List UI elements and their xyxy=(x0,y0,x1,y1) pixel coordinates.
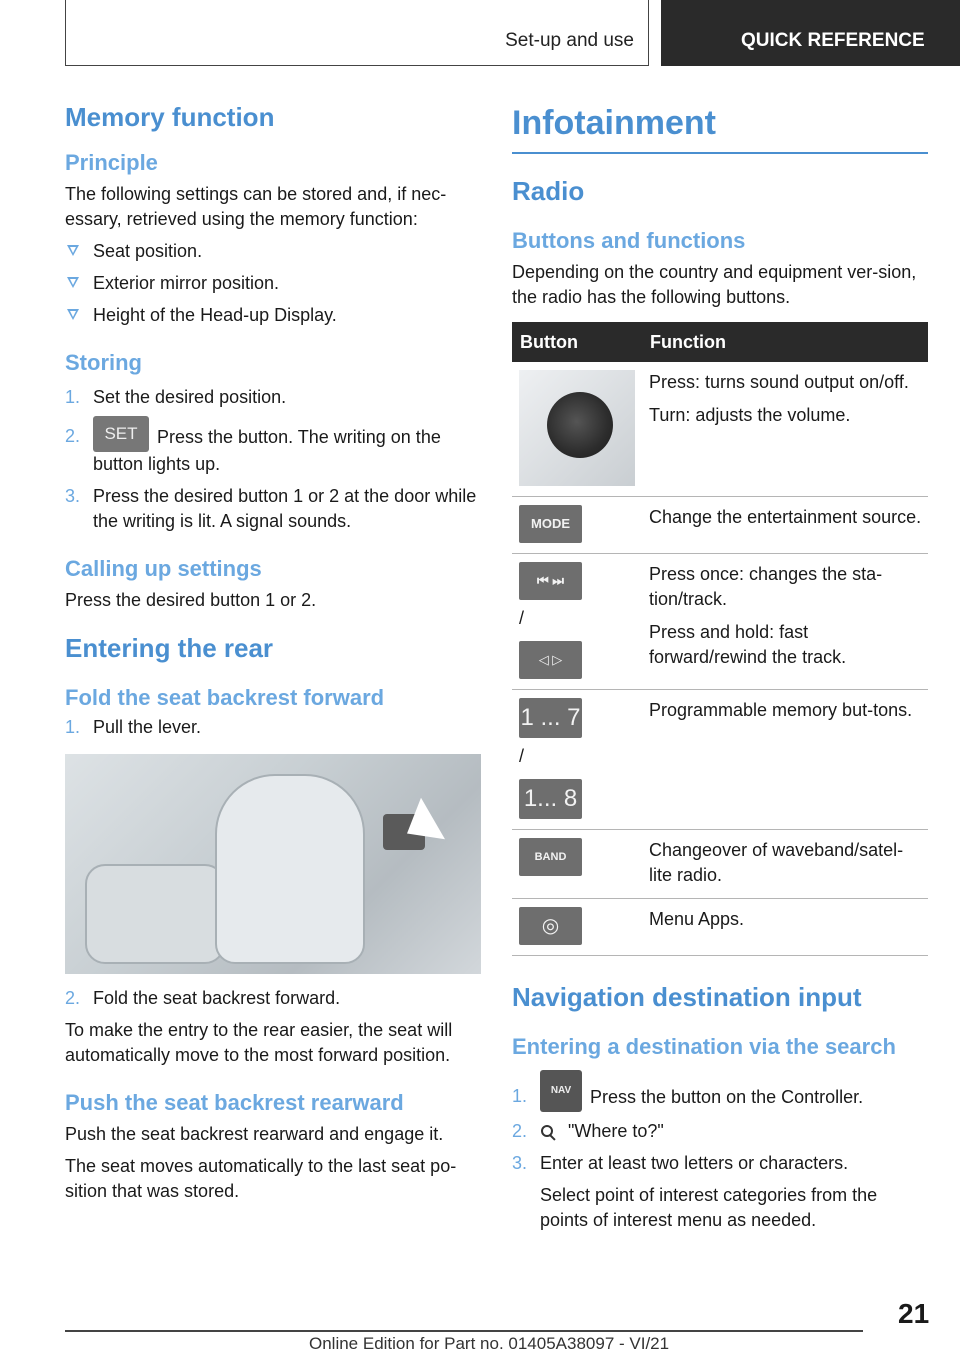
fold-backrest-heading: Fold the seat backrest forward xyxy=(65,685,385,710)
table-header-row xyxy=(512,322,928,362)
calling-up-text: Press the desired button 1 or 2. xyxy=(65,590,317,610)
volume-knob-icon xyxy=(519,370,635,486)
list-item: Exterior mirror position. xyxy=(65,271,477,296)
calling-up-settings-heading: Calling up settings xyxy=(65,556,262,581)
push-text-1: Push the seat backrest rearward and engage it. xyxy=(65,1124,444,1144)
list-item: Height of the Head-up Display. xyxy=(65,303,477,328)
seat-lever-illustration xyxy=(65,754,481,974)
push-text-2: The seat moves automatically to the last seat po-sition that was stored. xyxy=(65,1156,457,1201)
radio-heading: Radio xyxy=(512,176,585,206)
storing-step-1: 1. Set the desired position. xyxy=(65,387,287,407)
table-row: ⏮ ⏭ / ◁ ▷ Press once: changes the sta-tion/track. Press and hold: fast forward/rewind the track. xyxy=(512,554,928,690)
nav-button-icon: NAV xyxy=(540,1070,582,1112)
search-destination-heading: Entering a destination via the search xyxy=(512,1034,896,1059)
fold-step-1: 1. Pull the lever. xyxy=(65,717,202,737)
bullet-triangle-icon xyxy=(67,245,79,256)
apps-button-icon: ◎ xyxy=(519,907,582,945)
push-backrest-heading: Push the seat backrest rearward xyxy=(65,1090,404,1115)
nav-step-3: 3. Enter at least two letters or characters. Select point of interest categories from the points of interest menu as needed. xyxy=(512,1153,878,1230)
table-header-button: Button xyxy=(512,322,642,362)
storing-step-2: 2. SET Press the button. The writing on the button lights up. xyxy=(65,424,477,477)
memory-buttons-1-7-icon: 1 ... 7 xyxy=(519,698,582,738)
right-column xyxy=(512,100,928,1233)
footer-edition-text: Online Edition for Part no. 01405A38097 - VI/21 xyxy=(309,1334,670,1353)
mode-button-icon: MODE xyxy=(519,505,582,543)
memory-function-heading: Memory function xyxy=(65,102,275,132)
table-row: ◎ Menu Apps. xyxy=(512,899,928,956)
page-number: 21 xyxy=(898,1298,930,1329)
nav-step-1: 1. NAV Press the button on the Controller. xyxy=(512,1084,928,1112)
nav-step-2: 2. "Where to?" xyxy=(512,1121,664,1141)
table-row: MODE Change the entertainment source. xyxy=(512,497,928,554)
skip-track-buttons-icon: ⏮ ⏭ xyxy=(519,562,582,600)
search-icon xyxy=(540,1124,560,1140)
header-section-title: Set-up and use xyxy=(505,30,634,51)
bullet-triangle-icon xyxy=(67,309,79,320)
memory-buttons-1-8-icon: 1... 8 xyxy=(519,779,582,819)
header-box xyxy=(65,0,649,66)
arrow-buttons-icon: ◁ ▷ xyxy=(519,641,582,679)
left-column xyxy=(65,100,477,1204)
buttons-functions-heading: Buttons and functions xyxy=(512,228,746,253)
table-row: 1 ... 7 / 1... 8 Programmable memory but-tons. xyxy=(512,690,928,830)
table-header-function: Function xyxy=(642,322,928,362)
table-row: Press: turns sound output on/off. Turn: adjusts the volume. xyxy=(512,362,928,497)
storing-step-3: 3. Press the desired button 1 or 2 at the door while the writing is lit. A signal sounds. xyxy=(65,486,477,531)
infotainment-heading: Infotainment xyxy=(512,100,928,154)
principle-text: The following settings can be stored and, if nec-essary, retrieved using the memory function: xyxy=(65,184,447,229)
buttons-text: Depending on the country and equipment ver-sion, the radio has the following buttons. xyxy=(512,262,917,307)
band-button-icon: BAND xyxy=(519,838,582,876)
entering-rear-heading: Entering the rear xyxy=(65,633,274,663)
navigation-destination-heading: Navigation destination input xyxy=(512,982,862,1012)
footer-divider xyxy=(65,1330,863,1332)
set-button-icon: SET xyxy=(93,416,149,452)
bullet-triangle-icon xyxy=(67,277,79,288)
list-item: Seat position. xyxy=(65,239,477,264)
storing-heading: Storing xyxy=(65,350,142,375)
principle-heading: Principle xyxy=(65,150,158,175)
fold-step-2: 2. Fold the seat backrest forward. xyxy=(65,988,341,1008)
header-chapter-tab: QUICK REFERENCE xyxy=(661,0,960,66)
table-row: BAND Changeover of waveband/satel-lite radio. xyxy=(512,830,928,899)
fold-text: To make the entry to the rear easier, the seat will automatically move to the most forward position. xyxy=(65,1020,453,1065)
radio-buttons-table xyxy=(512,322,928,956)
